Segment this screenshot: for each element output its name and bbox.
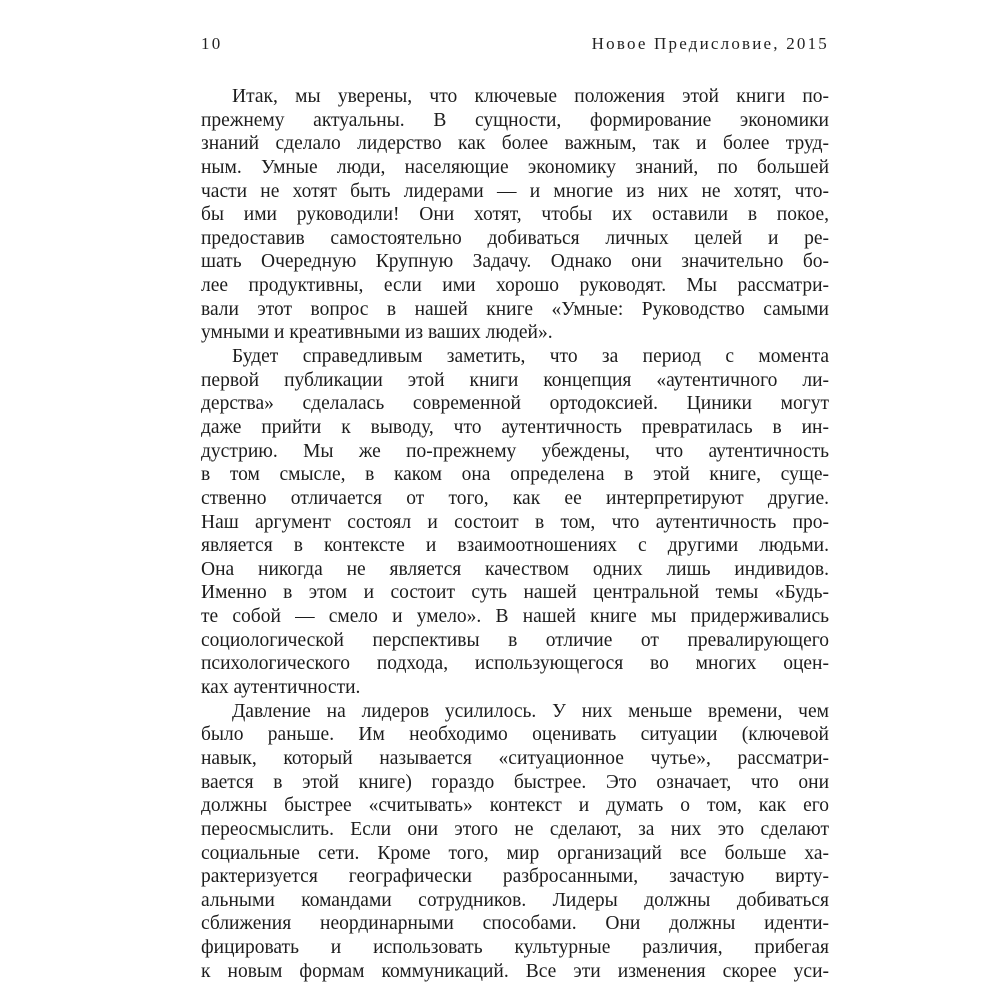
text-line: ным. Умные люди, населяющие экономику знаний, по большей <box>201 156 829 178</box>
text-line: дустрию. Мы же по-прежнему убеждены, что аутентичность <box>201 440 829 462</box>
text-line: социальные сети. Кроме того, мир организаций все больше ха- <box>201 842 829 864</box>
text-line: умными и креативными из ваших людей». <box>201 322 553 344</box>
text-line: Давление на лидеров усилилось. У них меньше времени, чем <box>232 700 829 722</box>
paragraph-3 <box>201 700 829 984</box>
text-line: сближения неординарными способами. Они должны иденти- <box>201 913 829 935</box>
text-line: бы ими руководили! Они хотят, чтобы их оставили в покое, <box>201 204 829 226</box>
text-line: части не хотят быть лидерами — и многие из них не хотят, что- <box>201 180 829 202</box>
text-line: знаний сделало лидерство как более важным, так и более труд- <box>201 133 829 155</box>
text-line: ках аутентичности. <box>201 677 361 699</box>
text-line: является в контексте и взаимоотношениях с другими людьми. <box>201 535 829 557</box>
text-line: прежнему актуальны. В сущности, формирование экономики <box>201 109 829 131</box>
text-line: психологического подхода, использующегося во многих оцен- <box>201 653 829 675</box>
text-line: должны быстрее «считывать» контекст и думать о том, как его <box>201 795 829 817</box>
page-text <box>201 85 829 983</box>
text-line: рактеризуется географически разбросанными, зачастую вирту- <box>201 866 829 888</box>
text-line: предоставив самостоятельно добиваться личных целей и ре- <box>201 227 829 249</box>
text-line: вали этот вопрос в нашей книге «Умные: Руководство самыми <box>201 298 829 320</box>
text-line: Наш аргумент состоял и состоит в том, что аутентичность про- <box>201 511 829 533</box>
text-line: альными командами сотрудников. Лидеры должны добиваться <box>201 889 829 911</box>
text-line: вается в этой книге) гораздо быстрее. Это означает, что они <box>201 771 829 793</box>
text-line: Она никогда не является качеством одних лишь индивидов. <box>201 558 829 580</box>
text-line: дерства» сделалась современной ортодоксией. Циники могут <box>201 393 829 415</box>
text-line: к новым формам коммуникаций. Все эти изменения скорее уси- <box>201 960 829 982</box>
text-line: Итак, мы уверены, что ключевые положения этой книги по- <box>232 86 829 107</box>
text-line: шать Очередную Крупную Задачу. Однако они значительно бо- <box>201 251 829 273</box>
paragraph-2 <box>201 345 829 700</box>
text-line: переосмыслить. Если они этого не сделают, за них это сделают <box>201 818 829 840</box>
text-line: лее продуктивны, если ими хорошо руководят. Мы рассматри- <box>201 275 829 297</box>
text-line: даже прийти к выводу, что аутентичность превратилась в ин- <box>201 416 829 438</box>
text-line: навык, который называется «ситуационное чутье», рассматри- <box>201 747 829 769</box>
text-line: в том смысле, в каком она определена в этой книге, суще- <box>201 464 829 486</box>
running-title: Новое Предисловие, 2015 <box>591 34 829 53</box>
text-line: ственно отличается от того, как ее интерпретируют другие. <box>201 487 829 509</box>
text-line: те собой — смело и умело». В нашей книге мы придерживались <box>201 606 829 628</box>
running-header <box>201 34 829 54</box>
text-line: Будет справедливым заметить, что за период с момента <box>232 346 829 368</box>
text-line: было раньше. Им необходимо оценивать ситуации (ключевой <box>201 724 829 746</box>
text-line: Именно в этом и состоит суть нашей центральной темы «Будь- <box>201 582 829 604</box>
text-line: социологической перспективы в отличие от превалирующего <box>201 629 829 651</box>
text-line: первой публикации этой книги концепция «аутентичного ли- <box>201 369 829 391</box>
page-number: 10 <box>201 34 223 53</box>
paragraph-1 <box>201 85 829 345</box>
text-line: фицировать и использовать культурные различия, прибегая <box>201 937 829 959</box>
